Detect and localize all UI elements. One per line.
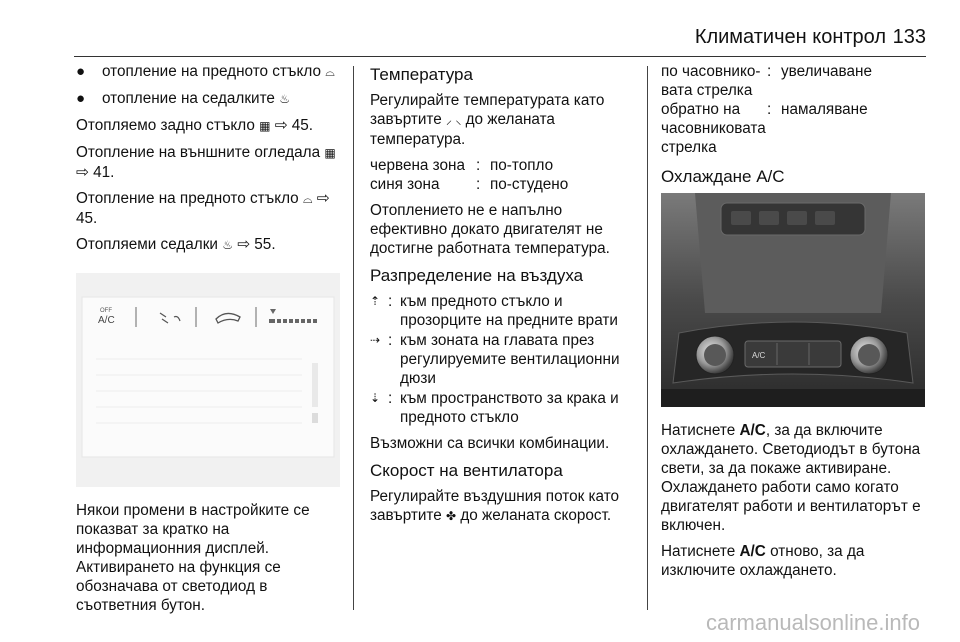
- fan-icon: ✤: [446, 509, 457, 523]
- ac-button-ref: A/C: [739, 422, 766, 439]
- ac-button-ref: A/C: [739, 543, 766, 560]
- table-row: по часовнико-вата стрелка : увеличаване: [661, 63, 872, 99]
- list-item: Отопляеми седалки ♨ ⇨ 55.: [76, 236, 276, 253]
- paragraph: Натиснете A/C отново, за да изключите охлаждането.: [661, 543, 865, 579]
- column-divider-2: [647, 66, 648, 610]
- page-reference[interactable]: ⇨ 41.: [76, 164, 115, 181]
- section-heading: Температура: [370, 65, 473, 84]
- column-3: [661, 62, 929, 587]
- header-rule: [74, 56, 926, 57]
- seat-heat-icon: ♨: [222, 238, 233, 252]
- footwell-airflow-icon: ⇣: [370, 391, 381, 405]
- windscreen-heat-icon: ⌓: [302, 192, 313, 206]
- bullet-item: [76, 89, 340, 109]
- column-2: [370, 62, 638, 533]
- mirror-heat-icon: ▦: [324, 146, 336, 160]
- climate-display-drawing: [76, 273, 340, 487]
- windscreen-airflow-icon: ⇡: [370, 294, 381, 308]
- bullet-text: отопление на предното стъкло: [102, 63, 321, 80]
- list-item: Отопление на предното стъкло ⌓ ⇨ 45.: [76, 190, 330, 227]
- section-heading: Охлаждане A/C: [661, 167, 785, 186]
- display-ac-label: A/C: [98, 315, 115, 326]
- ac-controls-drawing: [661, 193, 925, 407]
- seat-heat-icon: ♨: [279, 92, 290, 106]
- photo-ac-button-label: A/C: [752, 351, 766, 360]
- paragraph: Регулирайте температурата като завъртите ⸝ ⸜ до желаната температура.: [370, 92, 605, 148]
- page-number: 133: [892, 26, 926, 48]
- paragraph: Регулирайте въздушния поток като завъртите ✤ до желаната скорост.: [370, 488, 620, 524]
- rear-window-heat-icon: ▦: [259, 119, 271, 133]
- ac-controls-photo: [661, 193, 925, 407]
- climate-display-image: [76, 273, 340, 487]
- paragraph: Активирането на функция се обозначава от светодиод в съответния бутон.: [76, 559, 281, 614]
- list-item: Отопляемо задно стъкло ▦ ⇨ 45.: [76, 117, 314, 134]
- column-divider-1: [353, 66, 354, 610]
- table-row: синя зона : по-студено: [370, 176, 569, 193]
- list-item: ⇡ : към предното стъкло и прозорците на предните врати: [370, 293, 618, 329]
- paragraph: Възможни са всички комбинации.: [370, 435, 610, 452]
- bullet-dot: ●: [76, 63, 86, 80]
- table-row: обратно на часовниковата стрелка : намаляване: [661, 101, 868, 156]
- windscreen-heat-icon: ⌓: [325, 65, 335, 79]
- paragraph: Някои промени в настройките се показват за кратко на информационния дисплей.: [76, 502, 310, 557]
- list-item: Отопление на външните огледала ▦ ⇨ 41.: [76, 144, 336, 181]
- section-heading: Скорост на вентилатора: [370, 461, 563, 480]
- section-heading: Разпределение на въздуха: [370, 266, 584, 285]
- page-reference[interactable]: ⇨ 45.: [76, 190, 330, 227]
- page-reference[interactable]: ⇨ 55.: [237, 236, 276, 253]
- page-title: Климатичен контрол: [694, 26, 886, 48]
- column-1: [76, 62, 340, 622]
- list-item: ⇣ : към пространството за крака и предното стъкло: [370, 390, 619, 426]
- bullet-item: [76, 62, 340, 82]
- temperature-knob-icon: ⸝ ⸜: [446, 113, 462, 127]
- display-off-label: OFF: [100, 308, 112, 314]
- table-row: червена зона : по-топло: [370, 157, 554, 174]
- bullet-dot: ●: [76, 90, 86, 107]
- list-item: ⇢ : към зоната на главата през регулируемите вентилационни дюзи: [370, 332, 620, 387]
- watermark: carmanualsonline.info: [705, 610, 920, 635]
- paragraph: Отоплението не е напълно ефективно докато двигателят не достигне работната температура.: [370, 202, 610, 257]
- paragraph: Натиснете A/C, за да включите охлаждането. Светодиодът в бутона свети, за да покаже активиране. Охлаждането работи само когато двигателят работи и вентилаторът е включен.: [661, 422, 921, 534]
- bullet-text: отопление на седалките: [102, 90, 275, 107]
- page-reference[interactable]: ⇨ 45.: [274, 117, 314, 134]
- head-airflow-icon: ⇢: [370, 333, 381, 347]
